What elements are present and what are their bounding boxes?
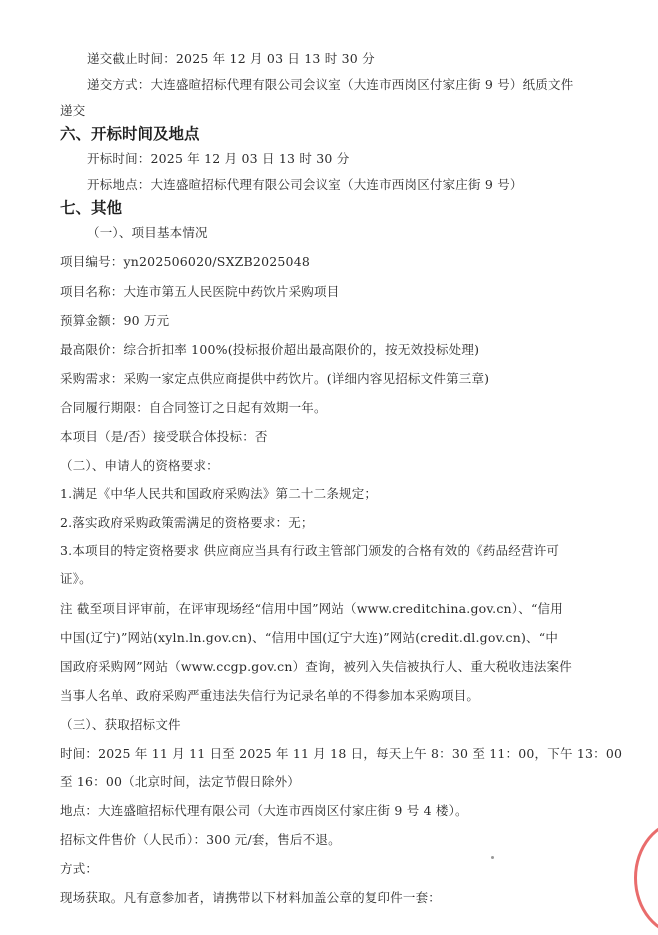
- submission-deadline: 递交截止时间：2025 年 12 月 03 日 13 时 30 分: [87, 51, 375, 66]
- requirement-1: 1.满足《中华人民共和国政府采购法》第二十二条规定；: [60, 486, 378, 501]
- section-heading-6: 六、开标时间及地点: [60, 125, 200, 143]
- method-label: 方式：: [60, 861, 99, 876]
- submission-method-cont: 递交: [60, 103, 86, 118]
- section-heading-7: 七、其他: [60, 199, 123, 217]
- note-line-4: 当事人名单、政府采购严重违法失信行为记录名单的不得参加本采购项目。: [60, 688, 480, 703]
- obtain-time-cont: 至 16：00（北京时间，法定节假日除外）: [60, 774, 300, 789]
- max-price: 最高限价：综合折扣率 100%(投标报价超出最高限价的，按无效投标处理): [60, 342, 480, 357]
- procurement-demand: 采购需求：采购一家定点供应商提供中药饮片。(详细内容见招标文件第三章): [60, 371, 490, 386]
- budget-amount: 预算金额：90 万元: [60, 313, 170, 328]
- note-line-1: 注 截至项目评审前，在评审现场经“信用中国”网站（www.creditchina.gov.cn）、“信用: [60, 601, 563, 616]
- requirement-3: 3.本项目的特定资格要求 供应商应当具有行政主管部门颁发的合格有效的《药品经营许可: [60, 543, 560, 558]
- bid-opening-place: 开标地点：大连盛暄招标代理有限公司会议室（大连市西岗区付家庄街 9 号）: [87, 177, 523, 192]
- note-line-2: 中国(辽宁)”网站(xyln.ln.gov.cn)、“信用中国(辽宁大连)”网站(credit.dl.gov.cn)、“中: [60, 630, 559, 645]
- consortium-bid: 本项目（是/否）接受联合体投标：否: [60, 429, 268, 444]
- subsection-3: （三）、获取招标文件: [60, 717, 181, 732]
- project-name: 项目名称：大连市第五人民医院中药饮片采购项目: [60, 284, 340, 299]
- requirement-2: 2.落实政府采购政策需满足的资格要求：无；: [60, 515, 314, 530]
- scan-speck: [491, 856, 494, 859]
- submission-method: 递交方式：大连盛暄招标代理有限公司会议室（大连市西岗区付家庄街 9 号）纸质文件: [87, 77, 574, 92]
- note-line-3: 国政府采购网”网站（www.ccgp.gov.cn）查询，被列入失信被执行人、重大税收违法案件: [60, 659, 572, 674]
- subsection-2: （二）、申请人的资格要求：: [60, 458, 219, 473]
- method-description: 现场获取。凡有意参加者，请携带以下材料加盖公章的复印件一套：: [60, 890, 442, 905]
- contract-period: 合同履行期限：自合同签订之日起有效期一年。: [60, 400, 327, 415]
- obtain-place: 地点：大连盛暄招标代理有限公司（大连市西岗区付家庄街 9 号 4 楼）。: [60, 803, 468, 818]
- bid-opening-time: 开标时间：2025 年 12 月 03 日 13 时 30 分: [87, 151, 350, 166]
- obtain-time: 时间：2025 年 11 月 11 日至 2025 年 11 月 18 日，每天上午 8：30 至 11：00，下午 13：00: [60, 746, 623, 761]
- official-seal-stamp: [632, 818, 658, 935]
- requirement-3-cont: 证》。: [60, 571, 92, 586]
- document-price: 招标文件售价（人民币）：300 元/套，售后不退。: [60, 832, 341, 847]
- project-number: 项目编号：yn202506020/SXZB2025048: [60, 254, 311, 269]
- subsection-1: （一）、项目基本情况: [87, 225, 208, 240]
